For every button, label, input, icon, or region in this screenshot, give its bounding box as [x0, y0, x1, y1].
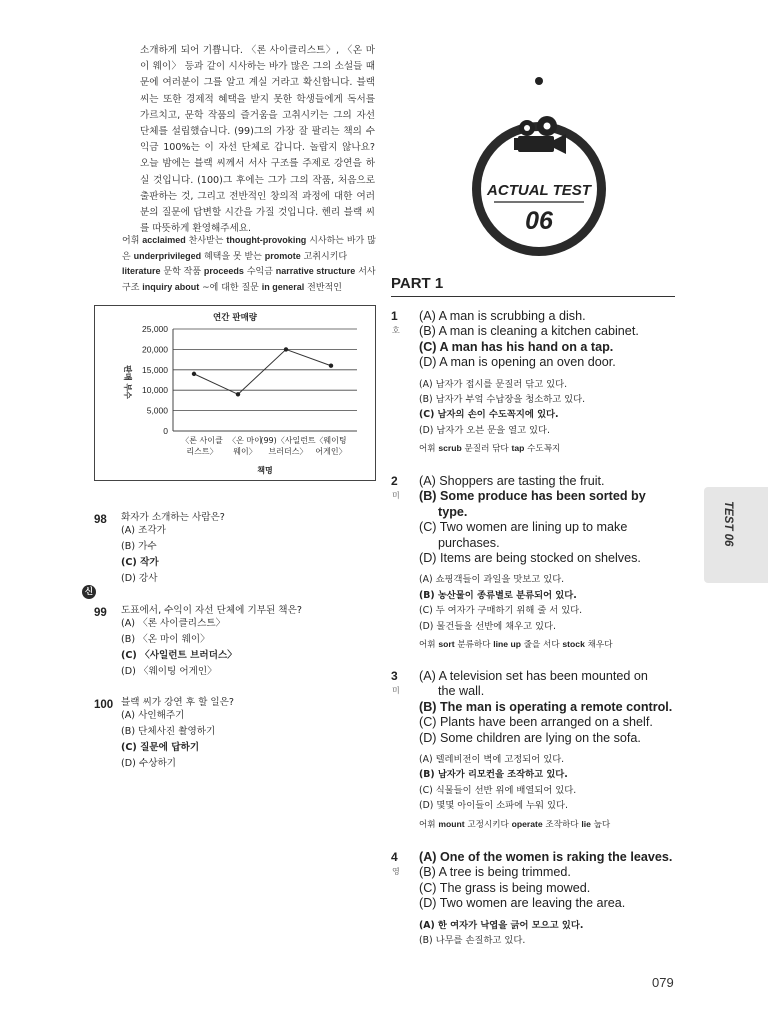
x-tick-label: 리스트〉: [186, 447, 218, 456]
vocab-en: inquiry about: [142, 281, 200, 292]
answer-option-correct: (C) 작가: [121, 557, 159, 568]
part-title: PART 1: [391, 275, 444, 292]
vocab-label: 어휘: [419, 444, 436, 455]
accent-marker: 미: [392, 491, 400, 500]
translation: (B) 남자가 부엌 수납장을 청소하고 있다.: [419, 394, 586, 406]
vocab-line: 어휘 mount 고정시키다 operate 조작하다 lie 눕다: [419, 818, 611, 830]
vocab-kr: 찬사받는: [188, 236, 224, 246]
question-99: [94, 601, 374, 677]
vocab-label: 어휘: [419, 640, 436, 651]
answer-option-correct: (C) 〈사일런트 브러더스〉: [121, 650, 237, 661]
question-100: [94, 693, 374, 769]
translation-correct: (B) 농산물이 종류별로 분류되어 있다.: [419, 589, 577, 601]
x-tick-label: 어게인〉: [315, 447, 347, 456]
item-number: 1: [391, 309, 398, 323]
y-tick-label: 20,000: [142, 344, 168, 355]
vocab-kr: 수익금: [246, 267, 273, 278]
y-tick-label: 15,000: [142, 364, 168, 375]
question-number: 98: [94, 514, 107, 526]
answer-option: (B) A man is cleaning a kitchen cabinet.: [419, 324, 639, 339]
vocab-label: 어휘: [419, 819, 436, 830]
x-tick-label: 〈론 사이클: [181, 436, 223, 445]
y-axis-label: 판매 부수: [123, 365, 132, 399]
intro-paragraph: 소개하게 되어 기쁩니다. 〈론 사이클리스트〉, 〈온 마이 웨이〉 등과 같이 시사하는 바가 많은 그의 소설들 때문에 여러분이 그를 알고 계실 거라고 확신합니다. 블랙 씨는 또한 경제적 혜택을 받지 못한 학생들에게 독서를 가르치고, 문학 작품의 즐거움을 고취시키는 그의 자선 단체를 설립했습니다. (99)그의 가장 잘 팔리는 책의 수익금 100%는 이 자선 단체로 갑니다. 놀랍지 않나요? 오늘 밤에는 블랙 씨께서 서사 구조를 주제로 강연을 하실 것입니다. (100)그 후에는 그가 그의 작품, 처음으로 출판하는 것, 그리고 전반적인 창의적 과정에 대한 여러분의 질문에 답변할 시간을 가질 것입니다. 헨리 블랙 씨를 따뜻하게 환영해주세요.: [140, 45, 375, 235]
y-tick-label: 10,000: [142, 385, 168, 396]
answer-option-correct: (B) The man is operating a remote control.: [419, 699, 673, 714]
answer-option: (A) Shoppers are tasting the fruit.: [419, 474, 605, 488]
answer-option: (D) Some children are lying on the sofa.: [419, 730, 641, 745]
translation: (C) 두 여자가 구매하기 위해 줄 서 있다.: [419, 605, 583, 617]
translation: (A) 텔레비전이 벽에 고정되어 있다.: [419, 754, 565, 766]
vocab-kr: 문학 작품: [163, 267, 202, 278]
question-text: 블랙 씨가 강연 후 할 일은?: [121, 697, 235, 708]
test-side-tab: [704, 487, 768, 583]
item-number: 4: [391, 850, 398, 864]
vocab-kr: 시사하는 바가 많은: [122, 236, 376, 262]
badge-title: ACTUAL TEST: [487, 182, 591, 199]
badge-graphic: [470, 52, 608, 257]
answer-option: (B) A tree is being trimmed.: [419, 865, 571, 880]
translation: (D) 남자가 오븐 문을 열고 있다.: [419, 424, 550, 436]
x-axis-label: 책명: [257, 466, 273, 475]
vocab-line: 어휘 sort 분류하다 line up 줄을 서다 stock 채우다: [419, 639, 613, 651]
data-point: [236, 392, 240, 396]
data-point: [284, 347, 288, 351]
question-number: 100: [94, 699, 114, 711]
translation: (C) 식물들이 선반 위에 배열되어 있다.: [419, 784, 577, 796]
x-tick-label: 브러더스〉: [268, 447, 308, 456]
vocab-kr: 서사 구조: [122, 267, 376, 293]
answer-option-correct: (C) 질문에 답하기: [121, 742, 200, 753]
vocab-en: underprivileged: [133, 250, 202, 261]
answer-option: (D) 〈웨이팅 어게인〉: [121, 666, 217, 677]
translation: (A) 쇼핑객들이 과일을 맛보고 있다.: [419, 574, 565, 586]
answer-option-correct: (B) Some produce has been sorted by: [419, 489, 646, 504]
vocab-kr: 고취시키다: [303, 251, 348, 262]
page-number: 079: [652, 975, 674, 990]
vocab-en: acclaimed: [142, 235, 186, 245]
answer-option: (D) 강사: [121, 573, 158, 584]
x-tick-label: 〈온 마이: [228, 436, 262, 445]
vocab-list-top: [122, 233, 377, 295]
x-tick-label: 〈웨이팅: [315, 436, 347, 445]
accent-marker: 미: [392, 686, 400, 695]
answer-option: (B) 단체사진 촬영하기: [121, 726, 216, 737]
badge-number: 06: [525, 207, 553, 235]
data-point: [192, 372, 196, 376]
x-tick-label: 웨이〉: [233, 447, 257, 456]
answer-option-correct: (A) One of the women is raking the leaves.: [419, 850, 673, 864]
new-type-badge: 신: [82, 585, 96, 599]
question-98: [94, 508, 374, 584]
y-tick-label: 5,000: [146, 405, 168, 416]
answer-option: (D) 수상하기: [121, 758, 176, 769]
vocab-kr: 전반적인: [307, 282, 342, 293]
question-number: 99: [94, 607, 107, 619]
side-tab-label: TEST 06: [722, 501, 734, 547]
answer-option: (B) 〈온 마이 웨이〉: [121, 634, 210, 645]
answer-option: (C) Plants have been arranged on a shelf.: [419, 715, 653, 730]
translation-correct: (B) 남자가 리모컨을 조작하고 있다.: [419, 769, 568, 781]
answer-option: (A) 〈론 사이클리스트〉: [121, 618, 226, 629]
answer-option: (A) A man is scrubbing a dish.: [419, 309, 586, 323]
sales-chart: [94, 305, 376, 481]
chart-svg: [95, 306, 377, 482]
chart-title: 연간 판매량: [212, 313, 258, 323]
vocab-en: literature: [122, 266, 161, 277]
vocab-label: 어휘: [122, 236, 140, 246]
y-tick-label: 25,000: [142, 324, 168, 334]
vocab-en: thought-provoking: [226, 235, 307, 245]
accent-marker: 영: [392, 867, 400, 876]
vocab-line: 어휘 scrub 문질러 닦다 tap 수도꼭지: [419, 443, 561, 455]
answer-option: (D) Items are being stocked on shelves.: [419, 551, 641, 566]
item-number: 3: [391, 669, 398, 683]
x-tick-label: (99)〈사일런트: [260, 436, 316, 445]
part-divider: [391, 296, 675, 297]
translation: (B) 나무를 손질하고 있다.: [419, 935, 526, 947]
translation: (D) 물건들을 선반에 채우고 있다.: [419, 620, 556, 632]
data-point: [329, 364, 333, 368]
vocab-en: proceeds: [203, 266, 244, 277]
vocab-en: promote: [264, 250, 301, 261]
answer-option: (D) Two women are leaving the area.: [419, 896, 626, 911]
accent-marker: 호: [392, 326, 400, 335]
y-tick-label: 0: [163, 426, 168, 436]
translation: (D) 몇몇 아이들이 소파에 누워 있다.: [419, 800, 568, 812]
answer-option-correct-cont: type.: [438, 504, 468, 519]
answer-option-cont: purchases.: [438, 535, 500, 550]
question-text: 화자가 소개하는 사람은?: [121, 512, 225, 523]
translation: (A) 남자가 접시를 문질러 닦고 있다.: [419, 378, 568, 390]
question-text: 도표에서, 수익이 자선 단체에 기부된 책은?: [121, 605, 302, 616]
vocab-kr: ~에 대한 질문: [202, 282, 259, 293]
answer-option: (D) A man is opening an oven door.: [419, 355, 616, 370]
item-number: 2: [391, 474, 398, 488]
vocab-en: narrative structure: [275, 266, 356, 277]
answer-option-cont: the wall.: [438, 684, 485, 699]
series-line: [194, 349, 331, 394]
answer-option: (A) 사인해주기: [121, 710, 185, 721]
answer-option: (A) 조각가: [121, 525, 166, 536]
actual-test-badge: [470, 52, 608, 257]
vocab-en: in general: [261, 281, 305, 292]
translation-correct: (C) 남자의 손이 수도꼭지에 있다.: [419, 409, 559, 421]
answer-option: (B) 가수: [121, 541, 157, 552]
translation-correct: (A) 한 여자가 낙엽을 긁어 모으고 있다.: [419, 919, 584, 931]
answer-option: (A) A television set has been mounted on: [419, 669, 648, 683]
vocab-kr: 혜택을 못 받는: [203, 251, 262, 262]
answer-option-correct: (C) A man has his hand on a tap.: [419, 339, 614, 354]
answer-option: (C) Two women are lining up to make: [419, 520, 628, 535]
answer-option: (C) The grass is being mowed.: [419, 880, 591, 895]
